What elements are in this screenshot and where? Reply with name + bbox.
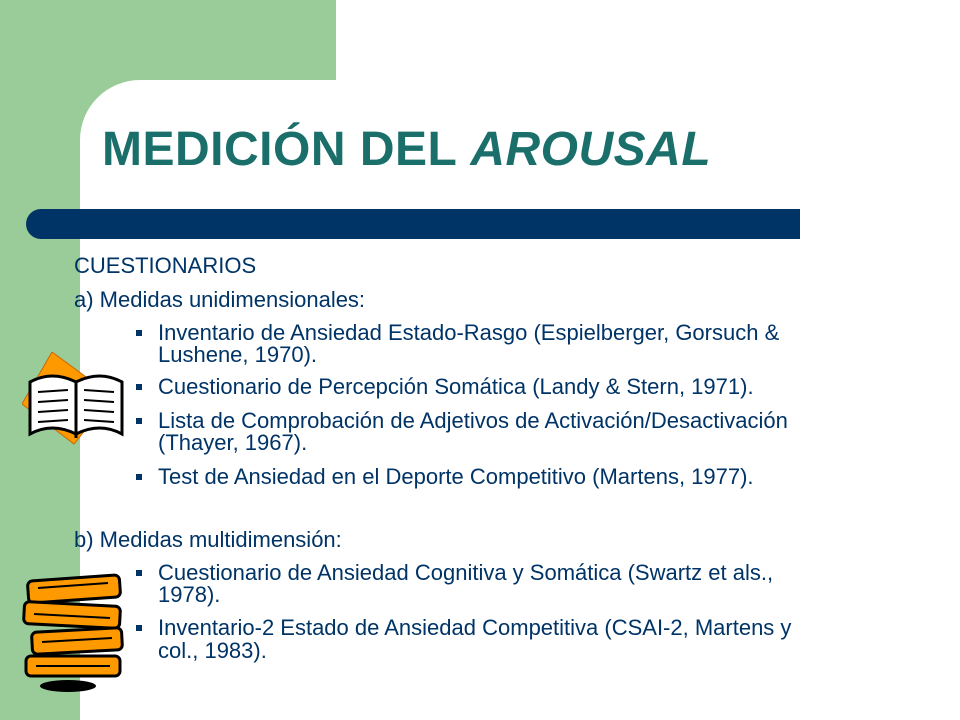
- square-bullet: [136, 570, 142, 576]
- square-bullet: [136, 330, 142, 336]
- list-item: Inventario-2 Estado de Ansiedad Competitiva (CSAI-2, Martens y: [158, 615, 792, 640]
- list-item: Cuestionario de Percepción Somática (Landy & Stern, 1971).: [158, 374, 754, 399]
- square-bullet: [136, 418, 142, 424]
- list-item-cont: Lushene, 1970).: [158, 342, 318, 367]
- square-bullet: [136, 384, 142, 390]
- section-a-label: a) Medidas unidimensionales:: [74, 287, 366, 312]
- heading-cuestionarios: CUESTIONARIOS: [74, 253, 257, 278]
- title-main: MEDICIÓN DEL: [102, 123, 471, 176]
- section-b-label: b) Medidas multidimensión:: [74, 527, 342, 552]
- list-item: Test de Ansiedad en el Deporte Competitivo (Martens, 1977).: [158, 464, 754, 489]
- square-bullet: [136, 625, 142, 631]
- list-item: Inventario de Ansiedad Estado-Rasgo (Espielberger, Gorsuch &: [158, 320, 780, 345]
- bullet-dot: [38, 262, 51, 275]
- list-item-cont: (Thayer, 1967).: [158, 430, 308, 455]
- list-item-cont: 1978).: [158, 582, 221, 607]
- square-bullet: [136, 474, 142, 480]
- list-item-cont: col., 1983).: [158, 638, 267, 663]
- title-italic: AROUSAL: [470, 123, 712, 176]
- list-item: Lista de Comprobación de Adjetivos de Activación/Desactivación: [158, 408, 788, 433]
- list-item: Cuestionario de Ansiedad Cognitiva y Somática (Swartz et als.,: [158, 560, 774, 585]
